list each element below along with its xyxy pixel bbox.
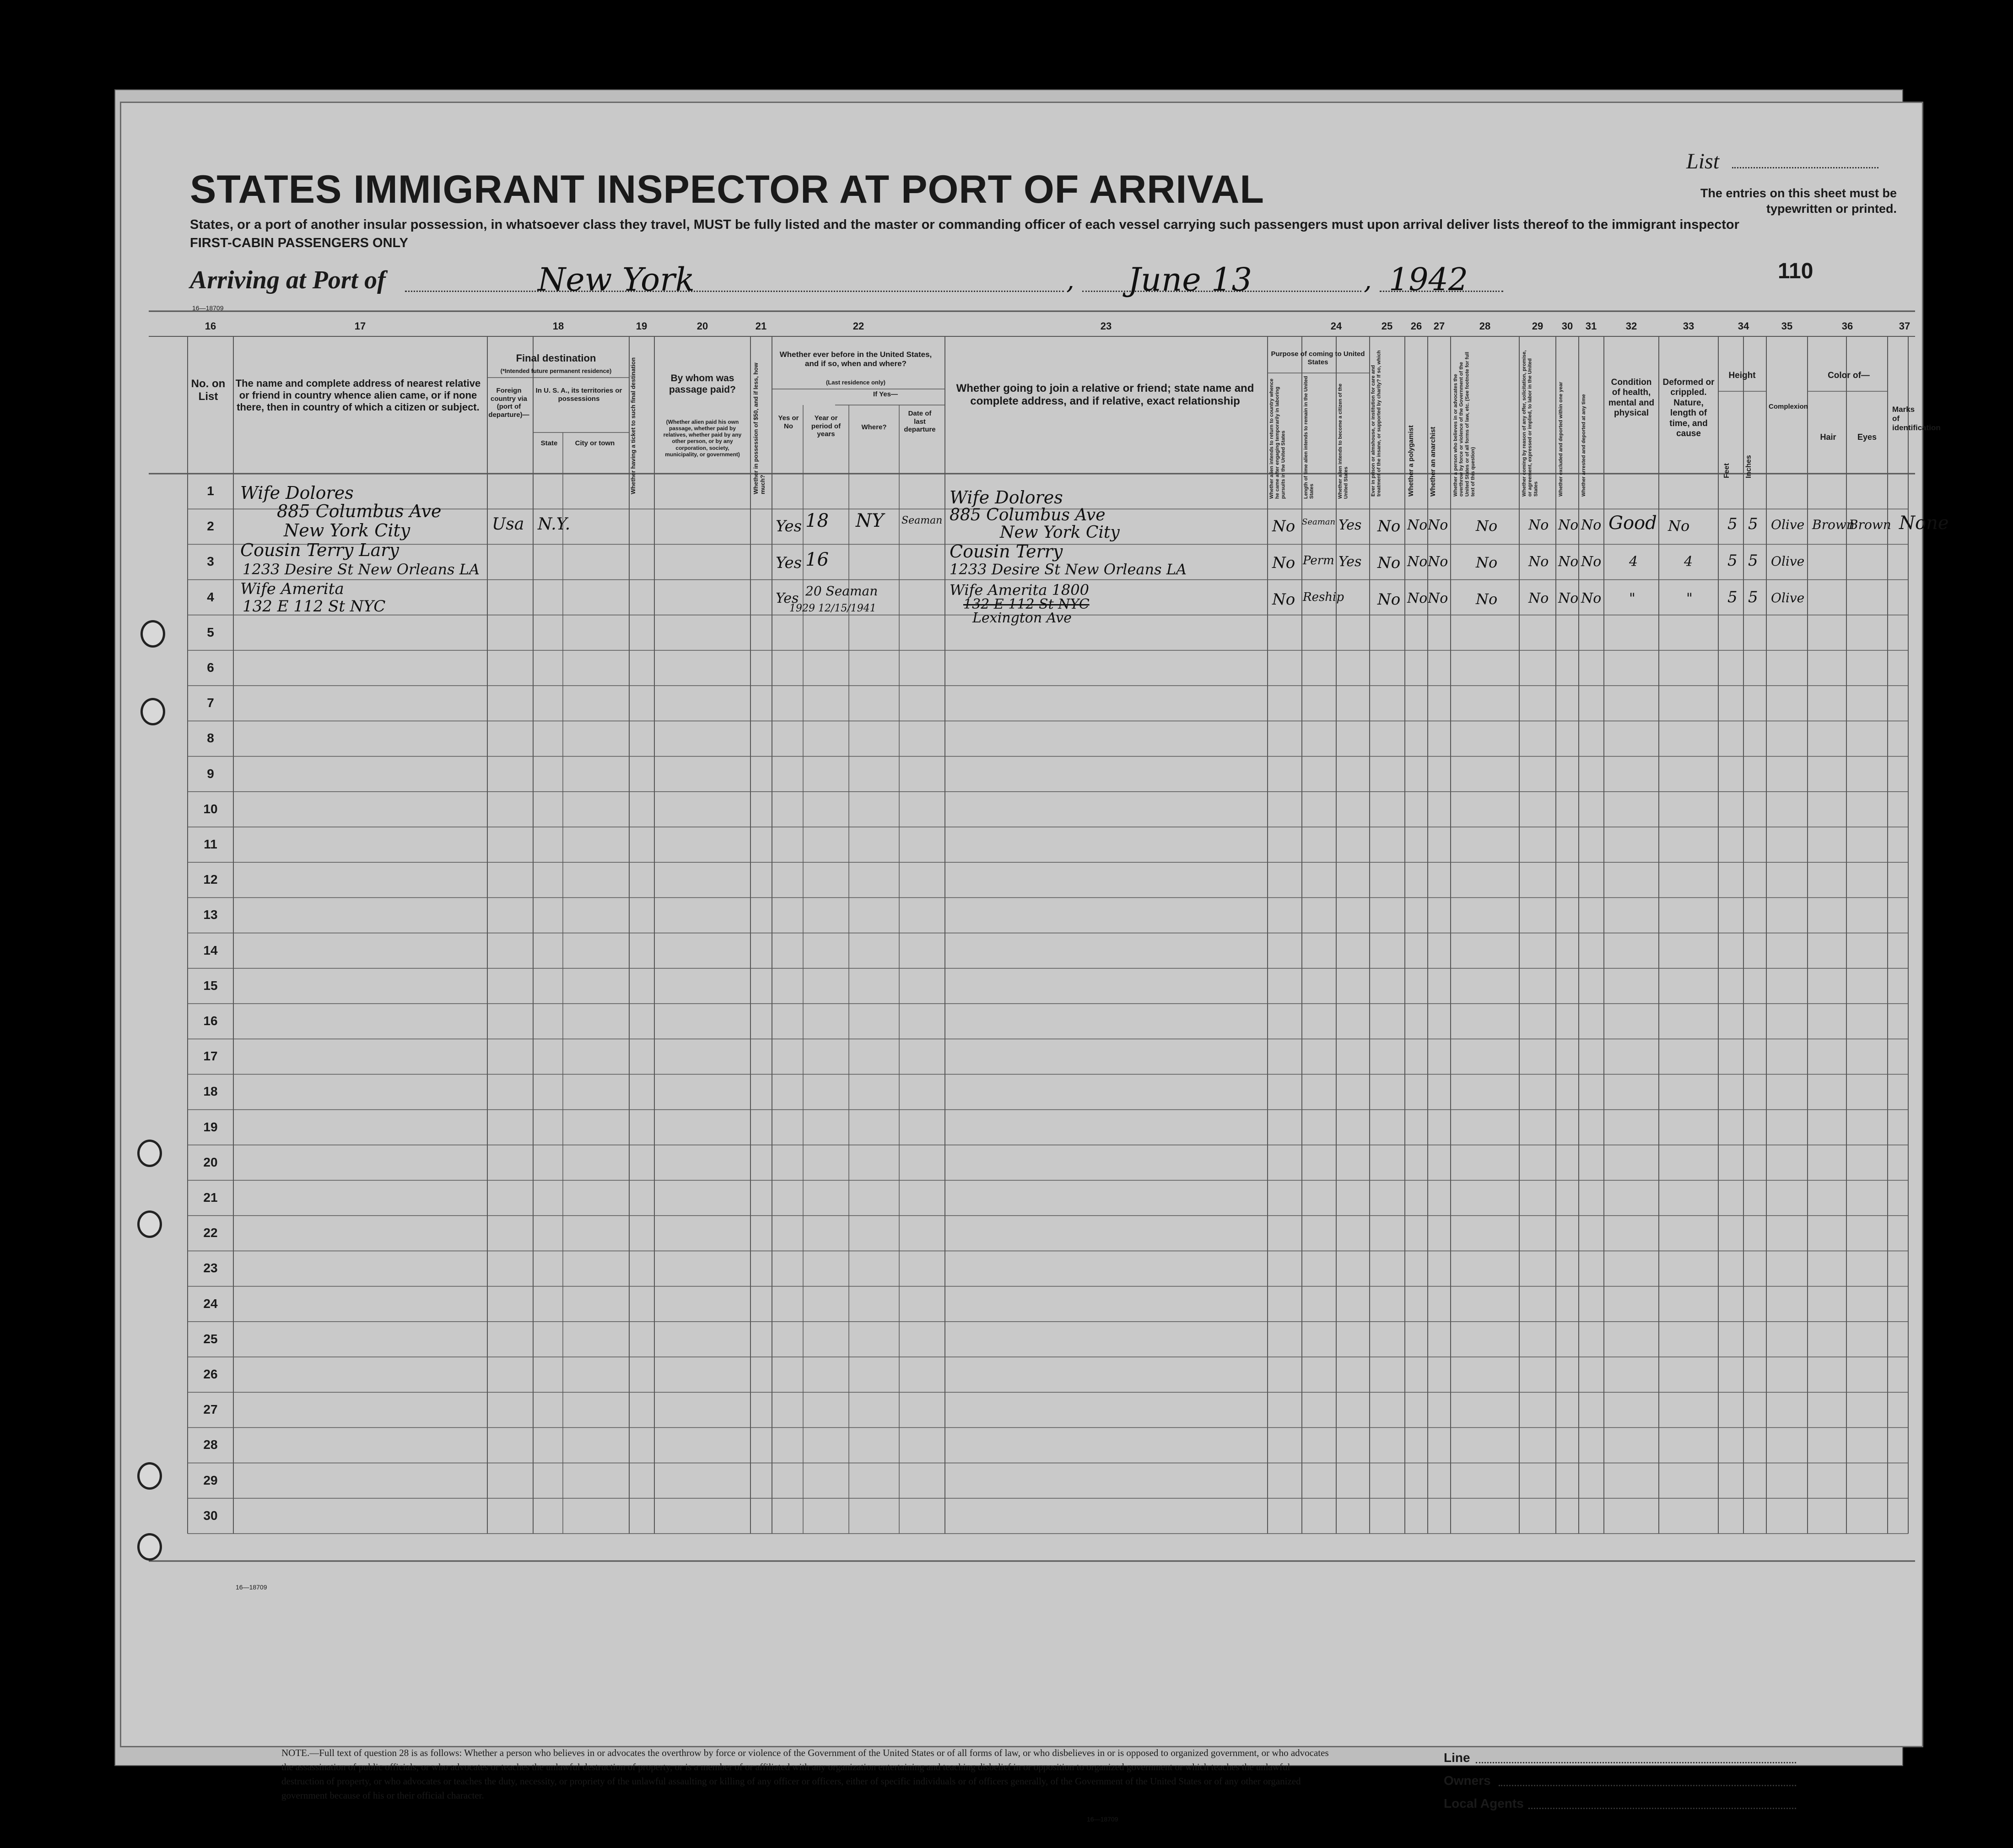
entry-2-q25: No (1377, 554, 1401, 572)
header-city: City or town (575, 439, 615, 447)
entry-1-relative-line1: Wife Dolores (240, 483, 354, 503)
row-number: 18 (203, 1084, 218, 1099)
header-yes-or-no: Yes or No (778, 414, 799, 430)
header-prison: Ever in prison or almshouse, or institution for care and treatment of the insane, or supported by charity? If so, which (1371, 350, 1382, 497)
binder-hole (137, 1462, 162, 1490)
header-purpose-citizen: Whether alien intends to become a citizen of the United States (1338, 384, 1349, 499)
entry-1-hair: Brown (1812, 517, 1855, 532)
header-if-yes: If Yes— (873, 390, 898, 398)
row-number: 2 (207, 519, 214, 534)
row-number: 17 (203, 1049, 218, 1064)
entry-3-purpose-b: Reship (1303, 590, 1344, 604)
row-number: 4 (207, 589, 214, 604)
row-number: 13 (203, 908, 218, 922)
footnote-question-28: NOTE.—Full text of question 28 is as follows: Whether a person who believes in or advocates the overthrow by force or violence of the Government of the United States or of all forms of law, or who disbelieves in or is opposed to organized government, or who advocates the assassination of public officials, or who advocates or teaches the unlawful destruction of property, or is a member of or affiliated with any organization entertaining and teaching disbelief in or opposition to organized government or which teaches the unlawful destruction of property, or who advocates or teaches the duty, necessity, or propriety of the unlawful assaulting or killing of any officer or officers, either of specific individuals or of officers generally, of the Government of the United States or of any other organized government because of his or their official character. (281, 1747, 1329, 1801)
entry-1-relative-line2: 885 Columbus Ave (277, 501, 442, 521)
header-anarchist: Whether an anarchist (1429, 427, 1437, 497)
column-number: 27 (1433, 320, 1445, 332)
entry-3-q31: No (1581, 590, 1602, 606)
entry-1-purpose-a: No (1272, 517, 1295, 535)
row-number: 10 (203, 801, 218, 816)
entry-1-before-where: NY (856, 510, 884, 531)
entry-3-before-yesno: Yes (776, 590, 799, 606)
footer-agents-label: Local Agents (1444, 1796, 1524, 1810)
entry-1-q28: No (1476, 517, 1498, 535)
header-polygamist: Whether a polygamist (1407, 425, 1415, 497)
passenger-class: FIRST-CABIN PASSENGERS ONLY (190, 236, 408, 250)
header-hair: Hair (1820, 432, 1836, 442)
row-number: 26 (203, 1367, 218, 1381)
row-number: 27 (203, 1402, 218, 1417)
header-foreign-country: Foreign country via (port of departure)— (488, 387, 529, 419)
header-state: State (540, 439, 558, 447)
entry-1-inches: 5 (1748, 515, 1758, 533)
entry-2-inches: 5 (1748, 551, 1758, 570)
entry-3-q29: No (1528, 590, 1549, 606)
footer-line-blank (1476, 1762, 1796, 1763)
header-marks: Marks of identification (1892, 405, 1941, 432)
row-number: 25 (203, 1331, 218, 1346)
footer-line-label: Line (1444, 1751, 1470, 1765)
row-number: 24 (203, 1296, 218, 1311)
entry-2-joining-line2: 1233 Desire St New Orleans LA (950, 561, 1187, 578)
form-code: 16—18709 (192, 304, 224, 312)
list-number: 110 (1778, 259, 1813, 283)
binder-hole (140, 698, 165, 725)
column-number: 31 (1585, 320, 1597, 332)
row-number: 15 (203, 978, 218, 993)
column-number: 34 (1738, 320, 1749, 332)
entry-1-q26: No (1407, 517, 1428, 533)
entry-1-health: Good (1608, 513, 1657, 534)
arrival-port: New York (538, 261, 695, 298)
row-number: 23 (203, 1261, 218, 1275)
entry-2-deformed: 4 (1684, 554, 1693, 570)
entries-note: The entries on this sheet must be typewritten or printed. (1700, 186, 1897, 216)
header-joining-relative: Whether going to join a relative or friend; state name and complete address, and if relative, exact relationship (956, 382, 1254, 408)
column-number: 19 (636, 320, 648, 332)
row-number: 8 (207, 731, 214, 746)
entry-3-q27: No (1428, 590, 1448, 606)
row-number: 28 (203, 1437, 218, 1452)
entry-1-joining-line1: Wife Dolores (950, 487, 1063, 508)
header-excluded: Whether excluded and deported within one year (1558, 382, 1564, 497)
header-eyes: Eyes (1857, 432, 1877, 442)
bottom-form-code: 16—18709 (236, 1583, 267, 1591)
entry-1-q29: No (1528, 517, 1549, 533)
header-question-28: Whether a person who believes in or advocates the overthrow by force or violence of the Government of the United States or of all forms of law, etc. (See footnote for full text of this question) (1453, 351, 1476, 497)
header-usa-territories: In U. S. A., its territories or possessions (535, 387, 622, 403)
manifest-sheet (120, 102, 1949, 1823)
row-number: 5 (207, 625, 214, 639)
row-number: 11 (204, 837, 217, 851)
arrival-date: June 13 (1128, 261, 1252, 298)
column-number: 30 (1561, 320, 1573, 332)
column-number: 32 (1625, 320, 1637, 332)
entry-1-before-years: 18 (805, 510, 829, 531)
entry-3-before-years: 20 Seaman (805, 584, 878, 599)
entry-1-purpose-b: Seaman (1302, 517, 1336, 527)
entry-2-complexion: Olive (1771, 554, 1805, 569)
page-title: STATES IMMIGRANT INSPECTOR AT PORT OF ARRIVAL (190, 168, 1264, 211)
header-ever-before-sub: (Last residence only) (826, 379, 886, 386)
row-number: 16 (203, 1014, 218, 1028)
entry-2-q31: No (1581, 554, 1602, 570)
column-number: 28 (1479, 320, 1491, 332)
header-inches: Inches (1745, 455, 1753, 478)
row-number: 14 (203, 943, 218, 957)
header-years: Year or period of years (811, 414, 841, 438)
entry-3-relative-line2: 132 E 112 St NYC (243, 597, 386, 616)
row-number: 29 (203, 1473, 218, 1487)
footer-agents-blank (1528, 1808, 1796, 1809)
binder-hole (140, 620, 165, 648)
arrival-line: Arriving at Port of New York , June 13 , 1942 (190, 265, 1792, 302)
entry-3-feet: 5 (1727, 588, 1738, 606)
entry-3-q26: No (1407, 590, 1428, 606)
binder-hole (137, 1533, 162, 1561)
entry-2-q29: No (1528, 554, 1549, 570)
header-color-of: Color of— (1828, 371, 1870, 380)
header-fifty-dollars: Whether in possession of $50, and if less, how much? (752, 362, 766, 494)
entry-2-feet: 5 (1727, 551, 1738, 570)
entry-3-joining-line2: 132 E 112 St NYC (963, 596, 1090, 612)
entry-1-eyes: Brown (1849, 517, 1891, 532)
entry-2-before-years: 16 (805, 549, 829, 570)
entry-3-joining-line1: Wife Amerita 1800 (950, 581, 1089, 599)
entry-3-deformed: " (1686, 590, 1693, 606)
header-ever-before: Whether ever before in the United States, and if so, when and where? (779, 350, 932, 368)
entry-3-q25: No (1377, 590, 1401, 609)
header-purpose: Purpose of coming to United States (1271, 350, 1365, 366)
entry-2-relative-line1: Cousin Terry Lary (240, 540, 399, 560)
column-number: 25 (1381, 320, 1393, 332)
entry-1-before-yesno: Yes (776, 517, 802, 535)
entry-2-joining-line1: Cousin Terry (950, 541, 1063, 562)
entry-2-before-yesno: Yes (776, 554, 802, 572)
entry-1-q25: No (1377, 517, 1401, 535)
list-label: List (1686, 149, 1720, 173)
row-number: 1 (207, 484, 214, 498)
binder-hole (137, 1210, 162, 1238)
column-number: 23 (1100, 320, 1112, 332)
header-deported: Whether arrested and deported at any time (1581, 394, 1587, 497)
row-number: 9 (207, 766, 214, 781)
column-number: 16 (205, 320, 216, 332)
entry-1-before-departure: Seaman (901, 515, 943, 526)
entry-2-purpose-c: Yes (1338, 554, 1362, 570)
column-number: 20 (696, 320, 708, 332)
column-number: 21 (755, 320, 767, 332)
header-final-destination-sub: (*Intended future permanent residence) (500, 367, 612, 374)
header-where: Where? (861, 423, 887, 431)
header-height: Height (1728, 371, 1756, 380)
header-nearest-relative: The name and complete address of nearest relative or friend in country whence alien came, or if none there, then in country of which a citizen or subject. (235, 378, 481, 413)
entry-3-before-note: 1929 12/15/1941 (789, 603, 876, 614)
header-ticket: Whether having a ticket to such final destination (630, 357, 637, 494)
row-number: 22 (203, 1226, 218, 1240)
row-number: 21 (203, 1190, 218, 1205)
column-number: 36 (1841, 320, 1853, 332)
row-number: 19 (203, 1119, 218, 1134)
footnote-code: 16—18709 (1087, 1816, 1118, 1823)
header-passage-paid: By whom was passage paid? (669, 373, 736, 395)
entry-2-q30: No (1558, 554, 1579, 570)
row-number: 20 (203, 1155, 218, 1169)
entry-3-q28: No (1476, 590, 1498, 608)
column-number: 18 (552, 320, 564, 332)
row-number: 6 (207, 660, 214, 675)
entry-1-joining-line3: New York City (1000, 523, 1120, 542)
row-number: 3 (207, 554, 214, 569)
entry-1-marks: None (1899, 513, 1949, 534)
entry-3-joining-line3: Lexington Ave (972, 610, 1072, 626)
row-number: 30 (203, 1508, 218, 1523)
header-purpose-length: Length of time alien intends to remain in the United States (1303, 376, 1315, 499)
row-number: 12 (203, 872, 218, 887)
entry-1-q31: No (1581, 517, 1602, 533)
header-no-on-list: No. on List (191, 378, 226, 403)
column-number: 33 (1683, 320, 1695, 332)
entry-3-purpose-a: No (1272, 590, 1295, 609)
binder-hole (137, 1140, 162, 1167)
entry-2-purpose-a: No (1272, 554, 1295, 572)
column-number: 29 (1532, 320, 1543, 332)
header-last-departure: Date of last departure (904, 410, 936, 434)
entry-1-joining-line2: 885 Columbus Ave (950, 506, 1106, 524)
column-number: 22 (853, 320, 864, 332)
arriving-label: Arriving at Port of (190, 266, 386, 294)
header-final-destination: Final destination (516, 352, 596, 364)
footer-owners-blank (1499, 1785, 1796, 1786)
form-instructions: States, or a port of another insular possession, in whatsoever class they travel, MUST be fully listed and the master or commanding officer of each vessel carrying such passengers must upon arrival deliver lists thereof to the immigrant inspector (190, 217, 1739, 232)
header-health: Condition of health, mental and physical (1608, 378, 1655, 418)
entry-2-relative-line2: 1233 Desire St New Orleans LA (243, 561, 480, 578)
arrival-year: 1942 (1389, 262, 1468, 298)
entry-3-complexion: Olive (1771, 590, 1805, 605)
entry-2-q28: No (1476, 554, 1498, 571)
header-feet: Feet (1723, 463, 1731, 478)
row-number: 7 (207, 696, 214, 710)
entry-1-purpose-c: Yes (1338, 517, 1362, 533)
entry-3-health: " (1629, 590, 1635, 606)
entry-2-q26: No (1407, 554, 1428, 570)
header-passage-paid-sub: (Whether alien paid his own passage, whether paid by relatives, whether paid by any other person, or by any corporation, society, municipality, or government) (663, 419, 742, 458)
entry-1-q27: No (1428, 517, 1448, 533)
header-purpose-return: Whether alien intends to return to country whence he came after engaging temporarily in laboring pursuits in the United States (1269, 378, 1286, 499)
column-number: 35 (1781, 320, 1793, 332)
entry-1-relative-line3: New York City (284, 520, 410, 540)
header-complexion: Complexion (1769, 403, 1808, 411)
column-number: 17 (354, 320, 366, 332)
entry-2-q27: No (1428, 554, 1448, 570)
entry-1-complexion: Olive (1771, 517, 1805, 532)
entry-1-dest-state: N.Y. (538, 515, 571, 534)
entry-2-purpose-b: Perm (1303, 554, 1334, 567)
entry-1-deformed: No (1668, 517, 1690, 535)
column-number: 24 (1330, 320, 1342, 332)
header-labor-offer: Whether coming by reason of any offer, solicitation, promise, or agreement, expressed or implied, to labor in the United States (1522, 350, 1539, 497)
entry-3-relative-line1: Wife Amerita (240, 580, 344, 598)
header-deformed: Deformed or crippled. Nature, length of time, and cause (1662, 378, 1715, 439)
column-number: 37 (1899, 320, 1910, 332)
entry-3-q30: No (1558, 590, 1579, 606)
entry-1-q30: No (1558, 517, 1579, 533)
entry-2-health: 4 (1629, 554, 1638, 570)
column-number: 26 (1410, 320, 1422, 332)
footer-owners-label: Owners (1444, 1773, 1491, 1788)
entry-3-inches: 5 (1748, 588, 1758, 606)
entry-1-feet: 5 (1727, 515, 1738, 533)
entry-1-dest-country: Usa (492, 515, 524, 534)
